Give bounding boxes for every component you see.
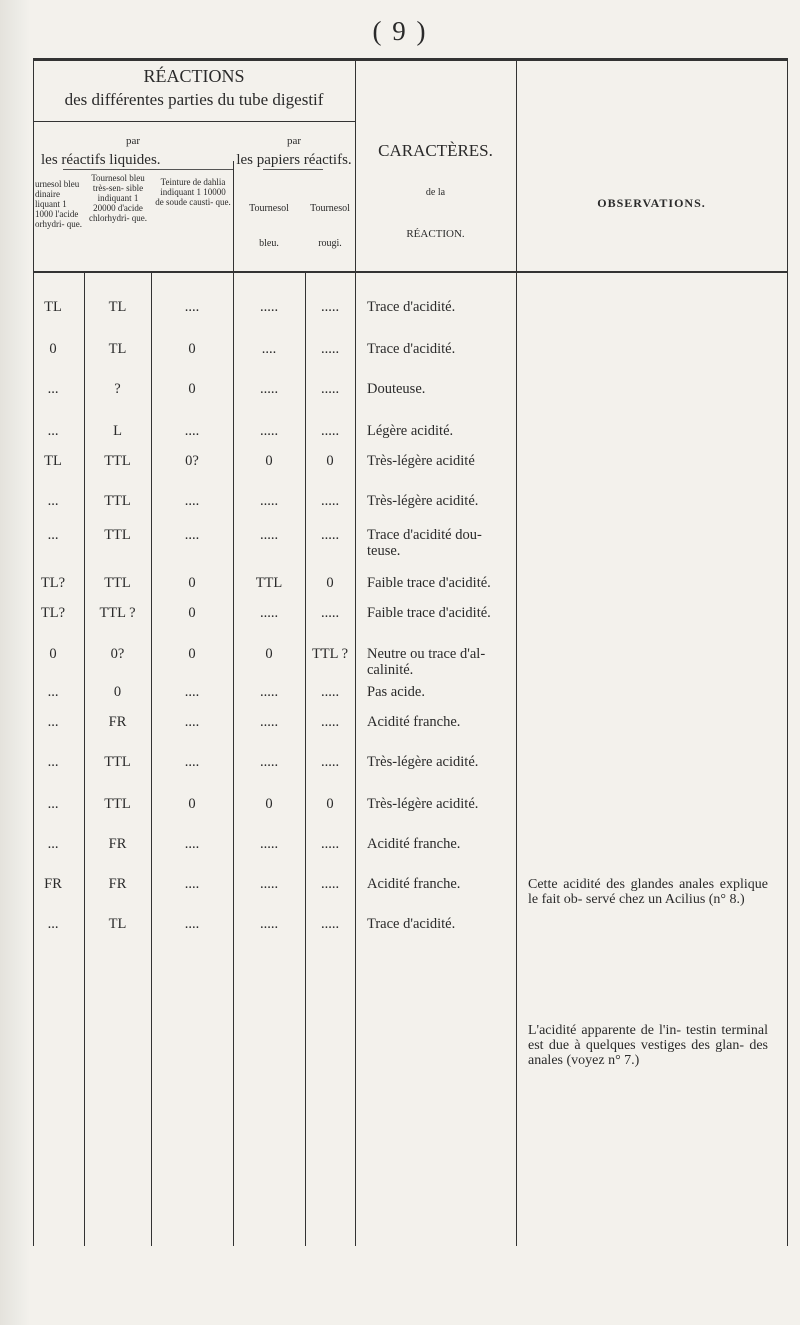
subheader-dahlia-tincture: Teinture de dahlia indiquant 1 10000 de soude causti- que. — [155, 177, 231, 207]
cell-c4: .... — [261, 341, 277, 357]
cell-c3: .... — [184, 754, 200, 770]
cell-reaction-character: Trace d'acidité. — [367, 341, 456, 357]
cell-c1: TL? — [40, 575, 66, 591]
cell-c5: 0 — [326, 453, 334, 469]
cell-c1: ... — [47, 836, 59, 852]
cell-c5: TTL ? — [311, 646, 349, 662]
cell-c4: ..... — [259, 381, 279, 397]
cell-c3: .... — [184, 299, 200, 315]
subheader-litmus-ordinary: urnesol bleu dinaire liquant 1 1000 l'acide orhydri- que. — [35, 179, 82, 229]
cell-c2: TL — [108, 299, 127, 315]
cell-c5: ..... — [320, 876, 340, 892]
cell-c1: ... — [47, 381, 59, 397]
cell-reaction-character: Acidité franche. — [367, 714, 461, 730]
cell-c2: FR — [108, 714, 127, 730]
cell-c1: TL — [44, 453, 62, 469]
reactions-subtitle: des différentes parties du tube digestif — [64, 90, 324, 109]
cell-c1: 0 — [49, 341, 57, 357]
cell-c3: 0 — [188, 646, 196, 662]
cell-c5: ..... — [320, 605, 340, 621]
cell-c4: ..... — [259, 836, 279, 852]
cell-reaction-character: Faible trace d'acidité. — [367, 575, 491, 591]
cell-c5: ..... — [320, 684, 340, 700]
cell-c2: FR — [108, 876, 127, 892]
cell-c5: ..... — [320, 916, 340, 932]
cell-c2: TL — [108, 341, 127, 357]
cell-c2: TTL — [104, 575, 131, 591]
header-rule-bottom — [33, 271, 788, 273]
cell-c3: 0 — [188, 381, 196, 397]
papers-label: les papiers réactifs. — [236, 152, 352, 168]
cell-c1: 0 — [49, 646, 57, 662]
cell-c4: TTL — [255, 575, 283, 591]
cell-reaction-character: Pas acide. — [367, 684, 425, 700]
characters-reaction: RÉACTION. — [406, 228, 465, 240]
cell-c4: 0 — [265, 453, 273, 469]
cell-c3: 0 — [188, 605, 196, 621]
cell-c1: ... — [47, 493, 59, 509]
observations-title: OBSERVATIONS. — [597, 196, 706, 210]
liquids-underline — [63, 169, 233, 170]
page-gutter — [0, 0, 30, 1325]
cell-c4: ..... — [259, 754, 279, 770]
cell-c1: FR — [44, 876, 62, 892]
cell-c5: ..... — [320, 341, 340, 357]
cell-c1: TL? — [40, 605, 66, 621]
cell-c1: TL — [44, 299, 62, 315]
cell-c2: TTL — [104, 796, 131, 812]
cell-c2: TTL — [104, 527, 131, 543]
characters-title: CARACTÈRES. — [378, 141, 493, 160]
cell-c4: 0 — [265, 796, 273, 812]
cell-c5: ..... — [320, 836, 340, 852]
cell-c2: TTL — [104, 754, 131, 770]
characters-de-la: de la — [425, 187, 446, 198]
cell-c3: 0 — [188, 341, 196, 357]
cell-c1: ... — [47, 423, 59, 439]
cell-c3: 0 — [188, 575, 196, 591]
papers-underline — [263, 169, 323, 170]
cell-c2: 0 — [113, 684, 122, 700]
cell-reaction-character: Acidité franche. — [367, 876, 461, 892]
papers-par: par — [286, 135, 302, 147]
reactions-table — [33, 58, 788, 1251]
cell-c5: ..... — [320, 527, 340, 543]
cell-c3: .... — [184, 714, 200, 730]
page-number: ( 9 ) — [372, 16, 428, 46]
cell-c4: ..... — [259, 684, 279, 700]
cell-c5: ..... — [320, 714, 340, 730]
cell-reaction-character: Très-légère acidité — [367, 453, 475, 469]
subheader-blue-paper-b: bleu. — [259, 238, 279, 249]
cell-c3: .... — [184, 916, 200, 932]
cell-c2: L — [113, 423, 122, 439]
cell-reaction-character: Trace d'acidité. — [367, 299, 456, 315]
cell-c4: ..... — [259, 493, 279, 509]
cell-c3: .... — [184, 876, 200, 892]
cell-c3: .... — [184, 684, 200, 700]
cell-c5: 0 — [326, 575, 334, 591]
cell-c2: TTL — [104, 453, 131, 469]
cell-c3: .... — [184, 423, 200, 439]
cell-reaction-character: Douteuse. — [367, 381, 426, 397]
liquids-label: les réactifs liquides. — [41, 152, 161, 168]
cell-reaction-character: Très-légère acidité. — [367, 796, 479, 812]
cell-c5: ..... — [320, 423, 340, 439]
cell-c1: ... — [47, 796, 59, 812]
cell-reaction-character: Neutre ou trace d'al- calinité. — [367, 646, 486, 678]
cell-c4: ..... — [259, 876, 279, 892]
cell-c3: .... — [184, 493, 200, 509]
cell-reaction-character: Acidité franche. — [367, 836, 461, 852]
column-rule-3 — [233, 161, 234, 1246]
cell-c1: ... — [47, 754, 59, 770]
cell-c4: ..... — [259, 714, 279, 730]
reactions-title: RÉACTIONS — [143, 66, 245, 86]
cell-c4: ..... — [259, 299, 279, 315]
cell-c1: ... — [47, 916, 59, 932]
subheader-litmus-sensitive: Tournesol bleu très-sen- sible indiquant 1 20000 d'acide chlorhydri- que. — [89, 173, 147, 223]
cell-c2: TL — [108, 916, 127, 932]
cell-c4: ..... — [259, 605, 279, 621]
cell-c5: ..... — [320, 381, 340, 397]
cell-reaction-character: Très-légère acidité. — [367, 493, 479, 509]
cell-c4: ..... — [259, 423, 279, 439]
cell-c4: 0 — [265, 646, 273, 662]
header-rule-1 — [33, 121, 355, 122]
cell-c2: TTL ? — [99, 605, 136, 621]
cell-reaction-character: Trace d'acidité dou- teuse. — [367, 527, 482, 559]
cell-c4: ..... — [259, 916, 279, 932]
observation-terminal-intestine: L'acidité apparente de l'in- testin terminal est due à quelques vestiges des glan- des anales (voyez n° 7.) — [528, 1023, 768, 1068]
cell-c5: ..... — [320, 493, 340, 509]
cell-reaction-character: Légère acidité. — [367, 423, 454, 439]
table-border-right — [787, 61, 788, 1246]
cell-c5: ..... — [320, 299, 340, 315]
cell-reaction-character: Trace d'acidité. — [367, 916, 456, 932]
cell-c1: ... — [47, 684, 59, 700]
observation-anal-glands: Cette acidité des glandes anales explique le fait ob- servé chez un Acilius (n° 8.) — [528, 877, 768, 907]
subheader-red-paper-a: Tournesol — [310, 203, 350, 214]
cell-c3: .... — [184, 836, 200, 852]
column-rule-6 — [516, 61, 517, 1246]
cell-c1: ... — [47, 714, 59, 730]
cell-c1: ... — [47, 527, 59, 543]
cell-reaction-character: Faible trace d'acidité. — [367, 605, 491, 621]
cell-c2: 0? — [110, 646, 125, 662]
liquids-par: par — [125, 135, 141, 147]
cell-reaction-character: Très-légère acidité. — [367, 754, 479, 770]
cell-c5: 0 — [326, 796, 334, 812]
subheader-blue-paper-a: Tournesol — [249, 203, 289, 214]
cell-c2: ? — [114, 381, 121, 397]
cell-c3: .... — [184, 527, 200, 543]
subheader-red-paper-b: rougi. — [318, 238, 342, 249]
cell-c5: ..... — [320, 754, 340, 770]
cell-c2: FR — [108, 836, 127, 852]
cell-c4: ..... — [259, 527, 279, 543]
cell-c3: 0? — [185, 453, 199, 469]
cell-c2: TTL — [104, 493, 131, 509]
cell-c3: 0 — [188, 796, 196, 812]
